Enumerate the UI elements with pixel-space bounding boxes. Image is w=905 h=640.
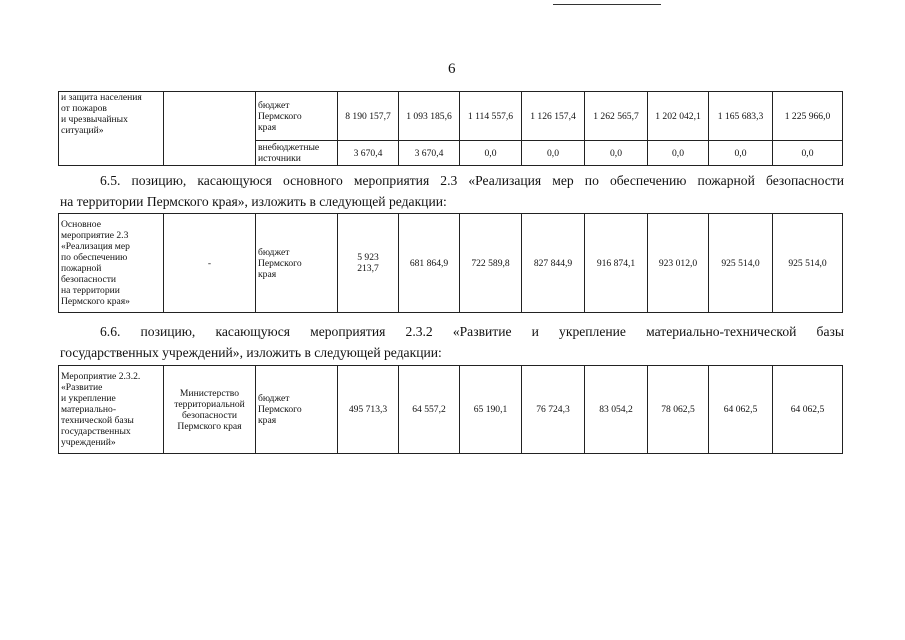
table-program-funding-continued — [58, 91, 843, 166]
value-cell: 722 589,8 — [460, 214, 522, 313]
activity-name-line: государственных — [61, 426, 131, 437]
executor-line: Министерство — [179, 387, 240, 399]
funding-source-cell — [256, 92, 338, 141]
funding-source-line: бюджет — [258, 393, 290, 404]
value-cell: 923 012,0 — [648, 214, 709, 313]
funding-source-line: внебюджетные — [258, 142, 320, 153]
value-cell: 495 713,3 — [338, 366, 399, 454]
paragraph-line: государственных учреждений», изложить в следующей редакции: — [60, 345, 442, 360]
amendment-paragraph-6-5 — [60, 170, 844, 212]
activity-name-cell — [59, 366, 164, 454]
paragraph-line: на территории Пермского края», изложить в следующей редакции: — [60, 194, 447, 209]
value-cell: 681 864,9 — [399, 214, 460, 313]
funding-source-line: бюджет — [258, 246, 290, 258]
activity-name-line: ситуаций» — [61, 125, 104, 136]
activity-name-cell — [59, 92, 164, 166]
funding-source-cell — [256, 214, 338, 313]
funding-source-line: края — [258, 121, 277, 133]
funding-source-line: источники — [258, 153, 301, 164]
table-main-activity-2-3 — [58, 213, 843, 313]
value-cell: 1 114 557,6 — [460, 92, 522, 141]
activity-name-line: и защита населения — [61, 92, 142, 103]
funding-source-line: края — [258, 415, 277, 426]
page-number: 6 — [448, 61, 456, 77]
activity-name-line: учреждений» — [61, 437, 116, 448]
value-cell: 1 126 157,4 — [522, 92, 585, 141]
top-margin-rule — [553, 4, 661, 5]
value-line: 5 923 — [357, 252, 379, 263]
value-cell: 78 062,5 — [648, 366, 709, 454]
activity-name-line: «Развитие — [61, 382, 103, 393]
value-cell: 83 054,2 — [585, 366, 648, 454]
funding-source-line: края — [258, 268, 277, 280]
value-cell: 1 225 966,0 — [773, 92, 843, 141]
value-cell: 0,0 — [773, 141, 843, 166]
value-cell: 3 670,4 — [338, 141, 399, 166]
value-cell: 916 874,1 — [585, 214, 648, 313]
value-cell: 1 262 565,7 — [585, 92, 648, 141]
value-cell: 8 190 157,7 — [338, 92, 399, 141]
value-cell: 1 093 185,6 — [399, 92, 460, 141]
value-cell: 1 202 042,1 — [648, 92, 709, 141]
activity-name-cell — [59, 214, 164, 313]
activity-name-line: по обеспечению — [61, 252, 128, 263]
activity-name-line: «Реализация мер — [61, 241, 130, 252]
executor-line: безопасности — [181, 409, 238, 421]
funding-source-line: Пермского — [258, 257, 302, 269]
activity-name-line: пожарной — [61, 263, 102, 274]
executor-line: Пермского края — [177, 420, 242, 432]
value-cell: 0,0 — [522, 141, 585, 166]
value-cell: 0,0 — [709, 141, 773, 166]
value-cell: 0,0 — [648, 141, 709, 166]
table-row — [59, 92, 843, 141]
value-cell: 827 844,9 — [522, 214, 585, 313]
funding-source-line: Пермского — [258, 404, 302, 415]
value-cell — [338, 214, 399, 313]
value-line: 213,7 — [357, 263, 379, 274]
activity-name-line: материально- — [61, 404, 117, 415]
funding-source-cell — [256, 141, 338, 166]
activity-name-line: от пожаров — [61, 103, 107, 114]
value-cell: 1 165 683,3 — [709, 92, 773, 141]
executor-cell: - — [164, 214, 256, 313]
executor-cell — [164, 366, 256, 454]
value-cell: 76 724,3 — [522, 366, 585, 454]
funding-source-line: бюджет — [258, 99, 290, 111]
executor-cell — [164, 92, 256, 166]
activity-name-line: технической базы — [61, 415, 134, 426]
table-activity-2-3-2 — [58, 365, 843, 454]
funding-source-line: Пермского — [258, 110, 302, 122]
paragraph-line: 6.5. позицию, касающуюся основного мероприятия 2.3 «Реализация мер по обеспечению пожарной безопасности — [100, 173, 844, 188]
value-cell: 0,0 — [460, 141, 522, 166]
value-cell: 64 062,5 — [773, 366, 843, 454]
value-cell: 0,0 — [585, 141, 648, 166]
amendment-paragraph-6-6 — [60, 321, 844, 363]
activity-name-line: мероприятие 2.3 — [61, 230, 129, 241]
activity-name-line: Пермского края» — [61, 296, 130, 307]
value-cell: 925 514,0 — [709, 214, 773, 313]
value-cell: 64 062,5 — [709, 366, 773, 454]
activity-name-line: и укрепление — [61, 393, 116, 404]
activity-name-line: Основное — [61, 219, 101, 230]
activity-name-line: Мероприятие 2.3.2. — [61, 371, 141, 382]
value-cell: 925 514,0 — [773, 214, 843, 313]
table-row — [59, 214, 843, 313]
table-row — [59, 366, 843, 454]
funding-source-cell — [256, 366, 338, 454]
executor-line: территориальной — [174, 398, 245, 410]
activity-name-line: и чрезвычайных — [61, 114, 128, 125]
activity-name-line: на территории — [61, 285, 120, 296]
activity-name-line: безопасности — [61, 274, 117, 285]
value-cell: 64 557,2 — [399, 366, 460, 454]
value-cell: 65 190,1 — [460, 366, 522, 454]
paragraph-line: 6.6. позицию, касающуюся мероприятия 2.3.2 «Развитие и укрепление материально-технической базы — [100, 324, 844, 339]
value-cell: 3 670,4 — [399, 141, 460, 166]
